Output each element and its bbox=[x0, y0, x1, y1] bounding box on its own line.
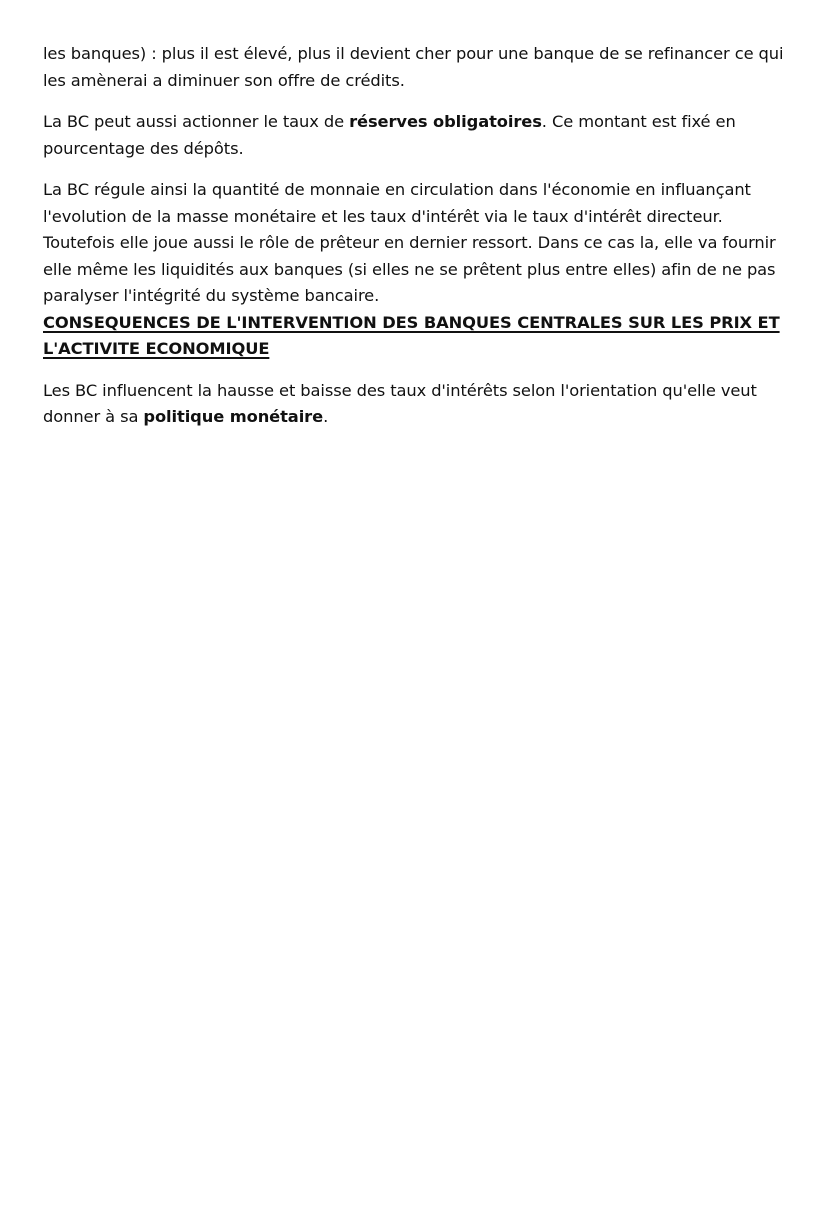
document-body bbox=[43, 41, 788, 431]
reserves-obligatoires-term: réserves obligatoires bbox=[349, 112, 542, 131]
paragraph-regulation: La BC régule ainsi la quantité de monnaie en circulation dans l'économie en influançant l'evolution de la masse monétaire et les taux d'intérêt via le taux d'intérêt directeur. Toutefois elle joue aussi le rôle de prêteur en dernier ressort. Dans ce cas la, elle va fournir elle même les liquidités aux banques (si elles ne se prêtent plus entre elles) afin de ne pas paralyser l'intégrité du système bancaire. bbox=[43, 180, 776, 305]
paragraph-monetary-policy bbox=[43, 378, 788, 431]
paragraph-reserves-text-before: La BC peut aussi actionner le taux de bbox=[43, 112, 350, 131]
politique-monetaire-term: politique monétaire bbox=[143, 407, 324, 426]
paragraph-reserves bbox=[43, 109, 788, 162]
paragraph-monetary-text-before: Les BC influencent la hausse et baisse des taux d'intérêts selon l'orientation qu'elle veut donner à sa bbox=[43, 380, 757, 426]
paragraph-monetary-text-after: . bbox=[323, 407, 329, 426]
paragraph-refinancing: les banques) : plus il est élevé, plus il devient cher pour une banque de se refinancer ce qui les amènerai a diminuer son offre de crédits. bbox=[43, 44, 784, 90]
paragraph-reserves-text-after: . Ce montant est fixé en pourcentage des dépôts. bbox=[43, 112, 736, 158]
section-heading: CONSEQUENCES DE L'INTERVENTION DES BANQUES CENTRALES SUR LES PRIX ET L'ACTIVITE ECONOMIQUE bbox=[43, 312, 780, 358]
